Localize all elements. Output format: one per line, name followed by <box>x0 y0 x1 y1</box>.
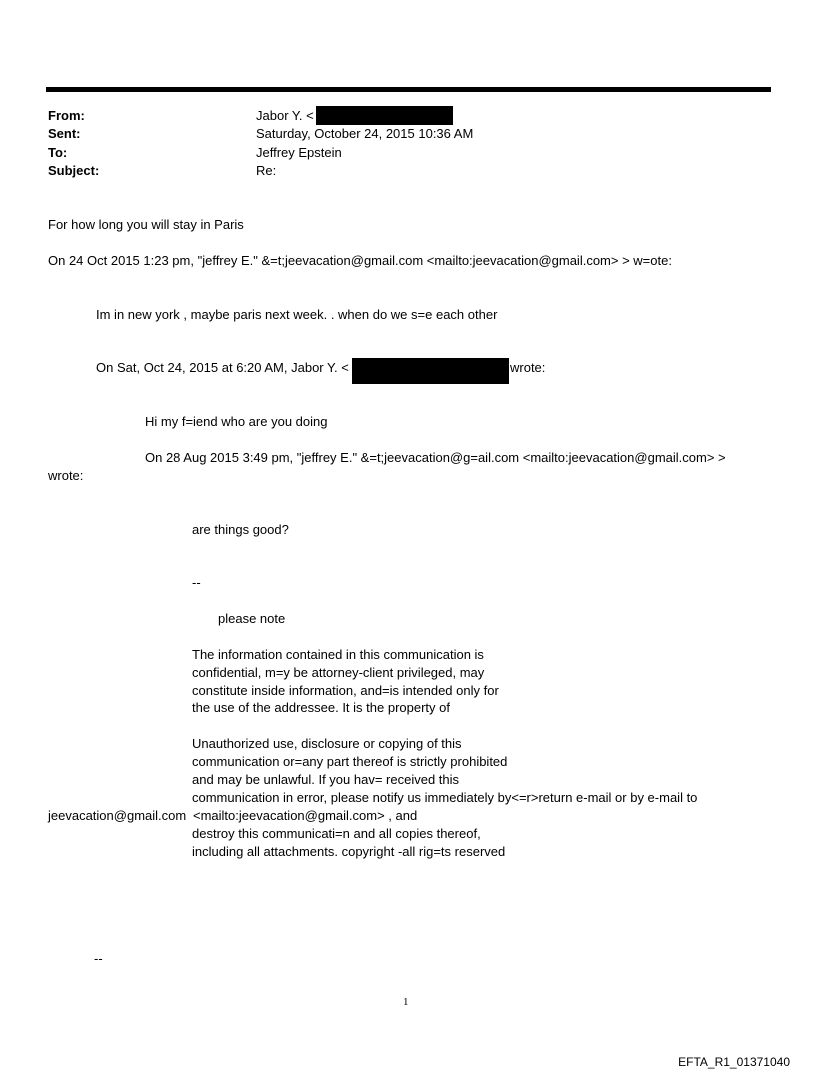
redaction-from <box>316 106 453 125</box>
subject-value: Re: <box>256 163 277 178</box>
from-label: From: <box>48 108 85 123</box>
sent-value: Saturday, October 24, 2015 10:36 AM <box>256 126 474 141</box>
quote-header-3-wrote: wrote: <box>48 468 84 483</box>
trailing-separator: -- <box>94 951 103 966</box>
header-rule <box>46 87 771 92</box>
page-number: 1 <box>403 996 409 1008</box>
disclaimer-line: communication or=any part thereof is strictly prohibited <box>192 754 508 769</box>
quote-header-2-wrote: wrote: <box>510 360 546 375</box>
disclaimer-line: the use of the addressee. It is the property of <box>192 700 450 715</box>
redaction-email <box>352 358 509 384</box>
disclaimer-line: and may be unlawful. If you hav= received this <box>192 772 460 787</box>
please-note: please note <box>218 611 286 626</box>
quote-header-1: On 24 Oct 2015 1:23 pm, "jeffrey E." &=t;jeevacation@gmail.com <mailto:jeevacation@gmail.com> > w=ote: <box>48 253 672 268</box>
disclaimer-line: The information contained in this communication is <box>192 647 484 662</box>
disclaimer-line: communication in error, please notify us immediately by<=r>return e-mail or by e-mail to <box>192 790 698 805</box>
body-line-reply: For how long you will stay in Paris <box>48 217 244 232</box>
from-value: Jabor Y. < <box>256 108 314 123</box>
quoted-message-1: Im in new york , maybe paris next week. . when do we s=e each other <box>96 307 498 322</box>
bates-number: EFTA_R1_01371040 <box>678 1055 790 1069</box>
signature-separator: -- <box>192 575 201 590</box>
disclaimer-line: destroy this communicati=n and all copies thereof, <box>192 826 481 841</box>
to-label: To: <box>48 145 68 160</box>
disclaimer-line: confidential, m=y be attorney-client privileged, may <box>192 665 485 680</box>
quote-header-3: On 28 Aug 2015 3:49 pm, "jeffrey E." &=t;jeevacation@g=ail.com <mailto:jeevacation@gmail.com> > <box>145 450 726 465</box>
disclaimer-line: Unauthorized use, disclosure or copying of this <box>192 736 462 751</box>
disclaimer-email: jeevacation@gmail.com <box>48 808 187 823</box>
disclaimer-line: constitute inside information, and=is intended only for <box>192 683 499 698</box>
to-value: Jeffrey Epstein <box>256 145 342 160</box>
quoted-message-2: Hi my f=iend who are you doing <box>145 414 328 429</box>
quote-header-2: On Sat, Oct 24, 2015 at 6:20 AM, Jabor Y. < <box>96 360 349 375</box>
sent-label: Sent: <box>48 126 81 141</box>
disclaimer-line: including all attachments. copyright -all rig=ts reserved <box>192 844 506 859</box>
subject-label: Subject: <box>48 163 100 178</box>
quoted-message-3: are things good? <box>192 522 289 537</box>
disclaimer-line: <mailto:jeevacation@gmail.com> , and <box>193 808 418 823</box>
